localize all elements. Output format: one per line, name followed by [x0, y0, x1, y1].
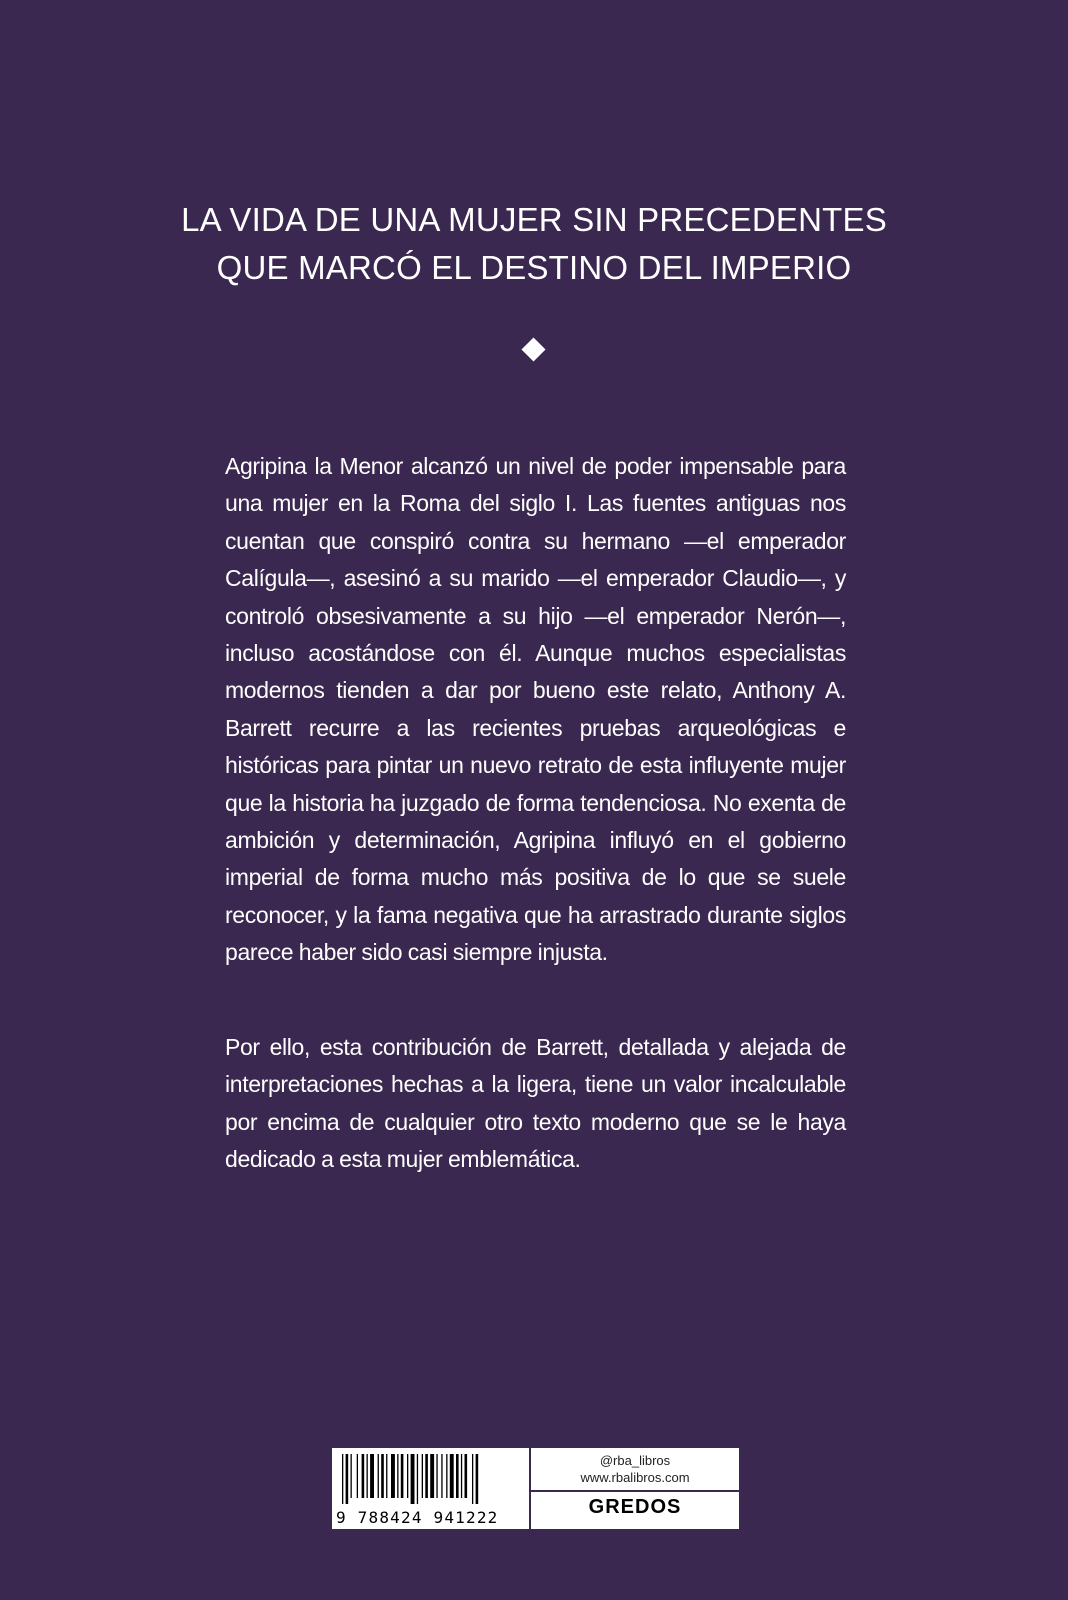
barcode-panel [332, 1448, 739, 1529]
barcode-bar [450, 1454, 454, 1498]
barcode-bar [351, 1454, 352, 1498]
barcode-bar [370, 1454, 374, 1498]
barcode-bar [407, 1454, 408, 1498]
barcode-bar [456, 1454, 459, 1498]
barcode-bar [422, 1454, 423, 1498]
barcode-bar [378, 1454, 379, 1498]
diamond-icon [521, 337, 545, 361]
headline [0, 196, 1068, 292]
barcode-bar [436, 1454, 437, 1498]
publisher-name: GREDOS [588, 1496, 682, 1518]
barcode-bar [461, 1454, 462, 1498]
barcode-bar [441, 1454, 442, 1498]
headline-line-1: LA VIDA DE UNA MUJER SIN PRECEDENTES [181, 201, 887, 238]
barcode-bar [401, 1454, 404, 1498]
barcode-bar [476, 1454, 479, 1504]
publisher-website: www.rbalibros.com [580, 1470, 690, 1485]
barcode [332, 1448, 531, 1529]
isbn-number: 9 788424 941222 [336, 1508, 499, 1527]
barcode-bar [386, 1454, 387, 1498]
barcode-bar [472, 1454, 473, 1504]
blurb-paragraph-1: Agripina la Menor alcanzó un nivel de poder impensable para una mujer en la Roma del siglo I. Las fuentes antiguas nos cuentan que conspiró contra su hermano —el emperador Calígula—, asesinó a su marido —el emperador Claudio—, y controló obsesivamente a su hijo —el emperador Nerón—, incluso acostándose con él. Aunque muchos especialistas modernos tienden a dar por bueno este relato, Anthony A. Barrett recurre a las recientes pruebas arqueológicas e históricas para pintar un nuevo retrato de esta influyente mujer que la historia ha juzgado de forma tendenciosa. No exenta de ambición y determinación, Agripina influyó en el gobierno imperial de forma mucho más positiva de lo que se suele reconocer, y la fama negativa que ha arrastrado durante siglos parece haber sido casi siempre injusta. [225, 453, 846, 966]
barcode-bar [446, 1454, 447, 1498]
barcode-bar [357, 1454, 358, 1498]
barcode-bars [342, 1454, 522, 1504]
barcode-bar [397, 1454, 398, 1498]
barcode-bar [362, 1454, 365, 1498]
publisher-box [531, 1448, 739, 1529]
barcode-bar [425, 1454, 428, 1498]
barcode-bar [465, 1454, 468, 1498]
barcode-bar [346, 1454, 349, 1504]
barcode-bar [430, 1454, 434, 1498]
barcode-bar [411, 1454, 415, 1504]
barcode-bar [391, 1454, 395, 1498]
publisher-social-handle: @rba_libros [599, 1453, 671, 1468]
barcode-bar [367, 1454, 368, 1498]
blurb-paragraph-2: Por ello, esta contribución de Barrett, detallada y alejada de interpretaciones hechas a la ligera, tiene un valor incalculable por encima de cualquier otro texto moderno que se le haya dedicado a esta mujer emblemática. [225, 1034, 846, 1173]
barcode-bar [381, 1454, 384, 1498]
barcode-bar [342, 1454, 343, 1504]
publisher-divider [531, 1490, 739, 1492]
barcode-bar [417, 1454, 418, 1504]
headline-line-2: QUE MARCÓ EL DESTINO DEL IMPERIO [216, 249, 852, 286]
